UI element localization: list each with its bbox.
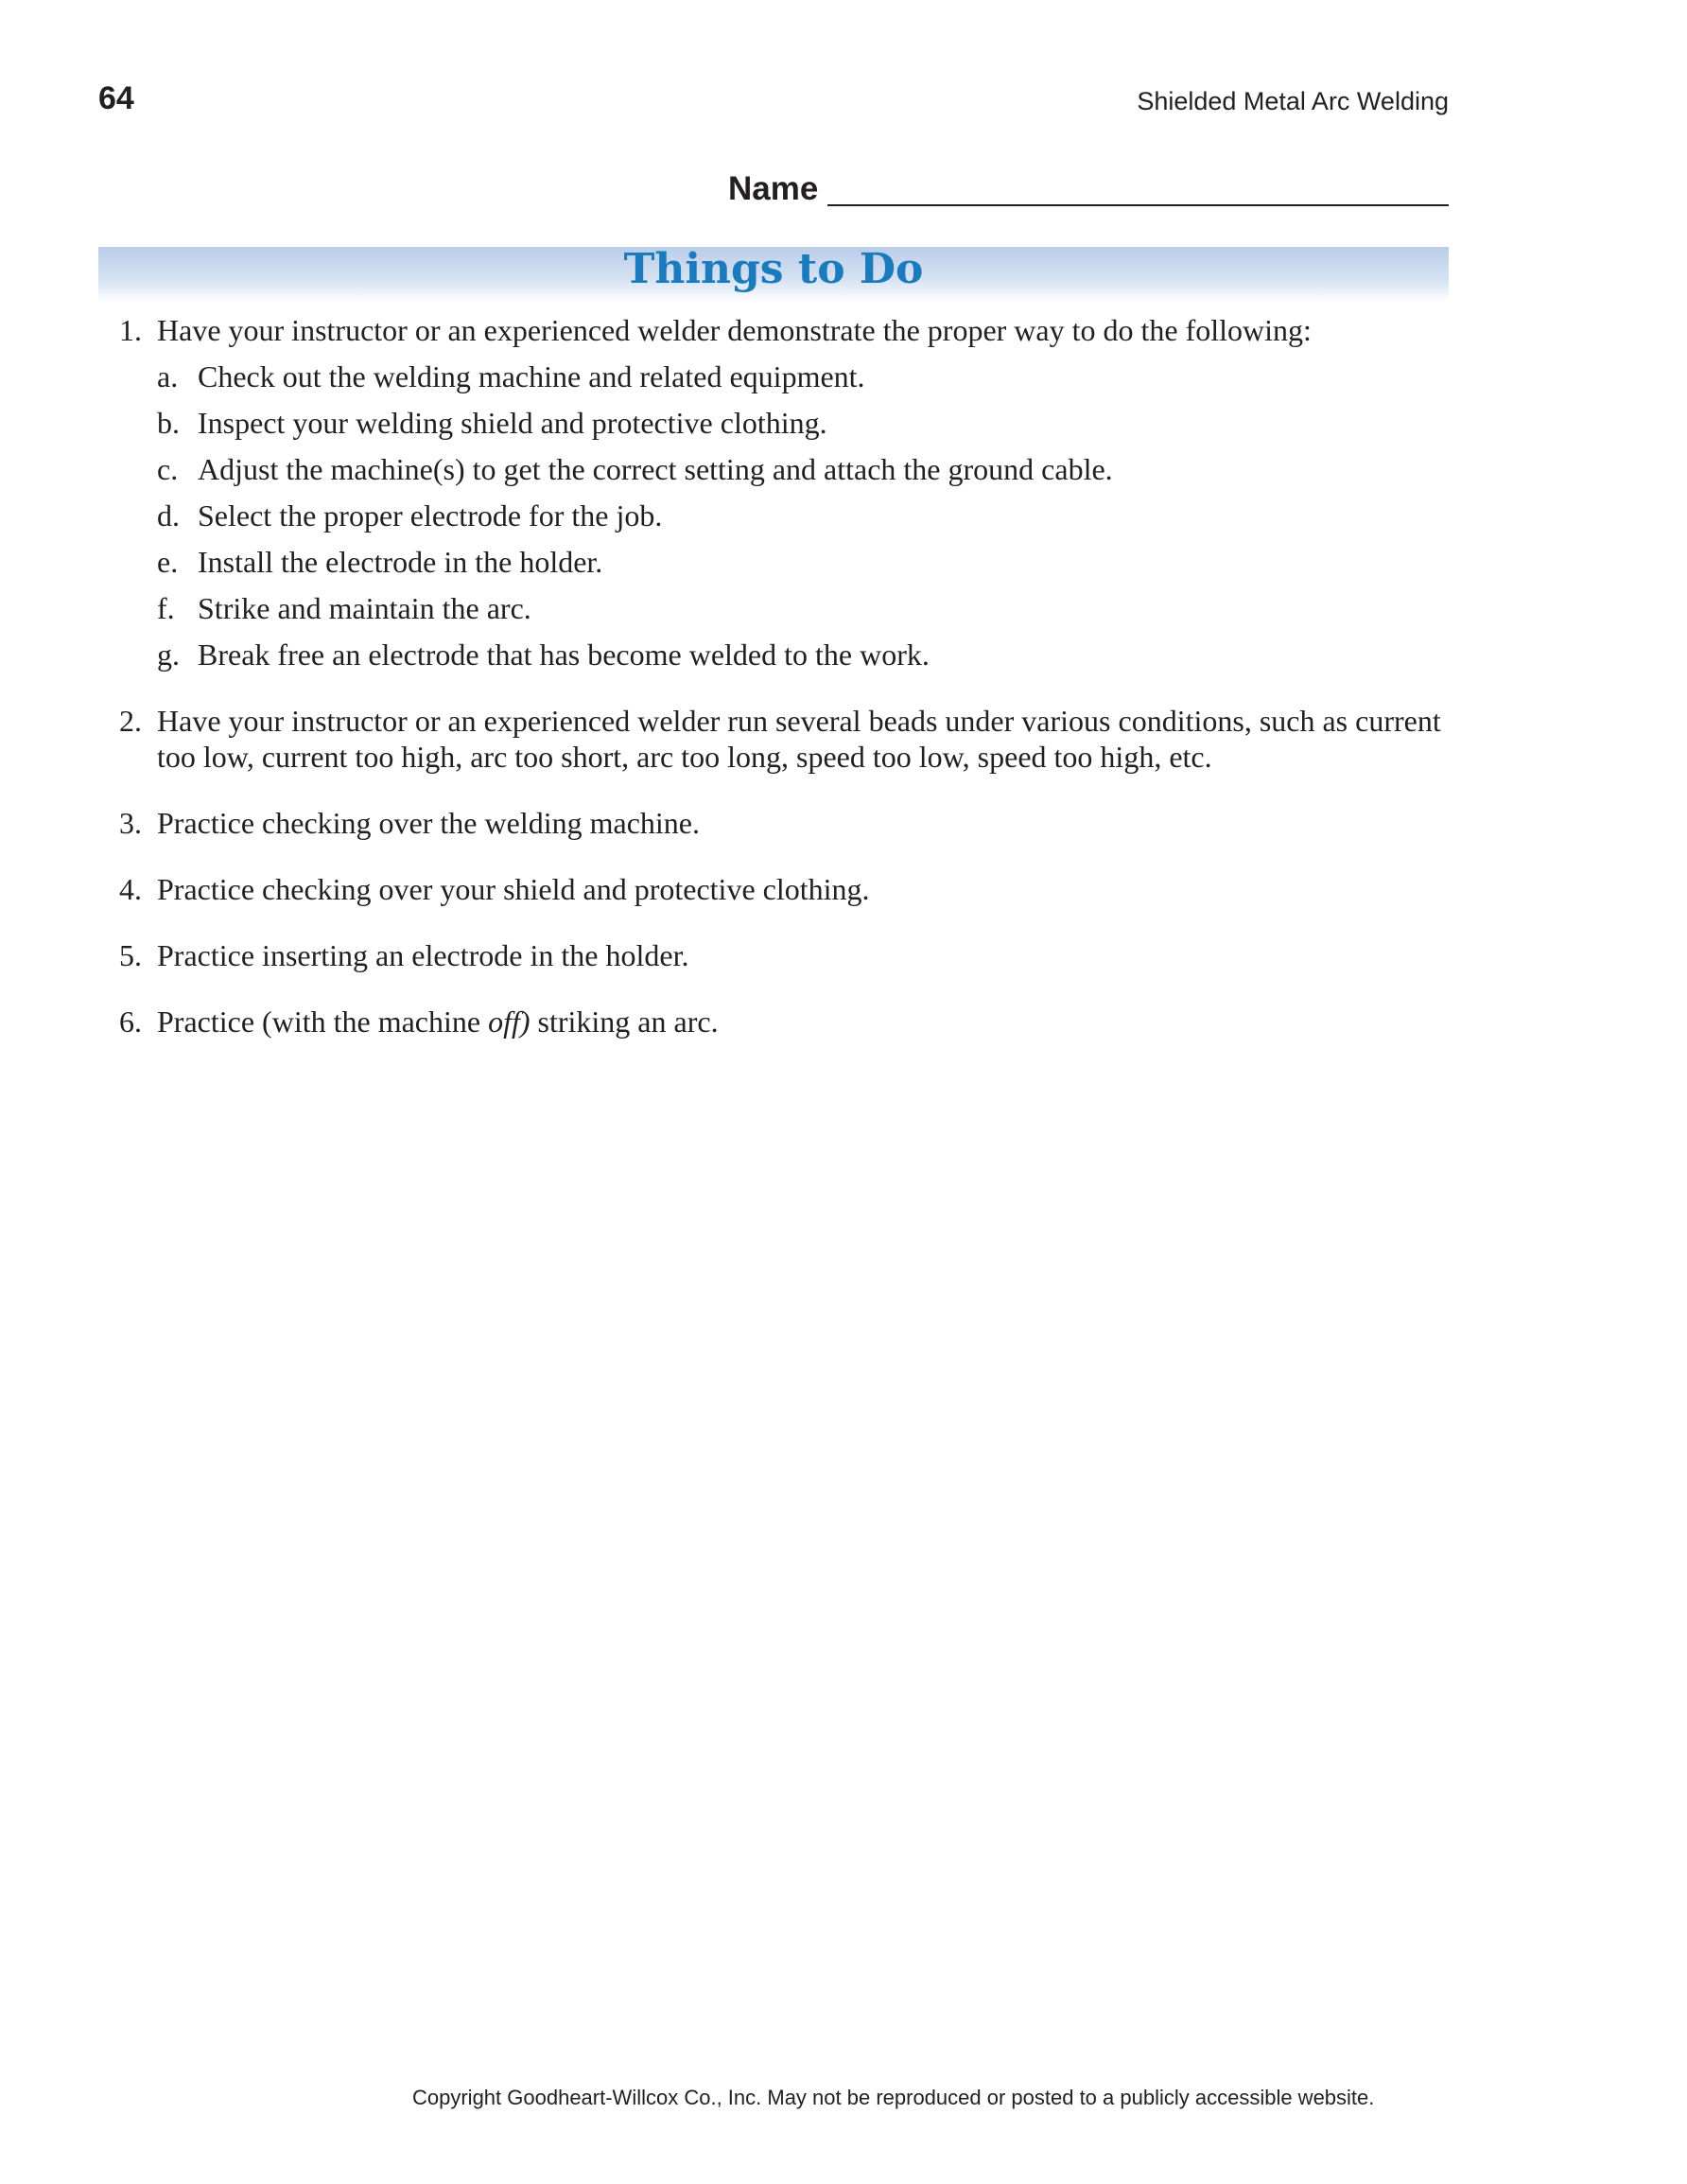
list-item [98, 937, 1460, 973]
item-text-before: Practice (with the machine [157, 1005, 489, 1039]
name-field[interactable] [728, 166, 1449, 208]
sub-item-letter: g. [157, 638, 180, 672]
name-blank-line[interactable] [827, 170, 1449, 206]
sub-list-item [157, 544, 1460, 580]
task-list [98, 312, 1460, 1040]
list-item [98, 703, 1460, 775]
sub-item-text: Strike and maintain the arc. [198, 591, 531, 625]
sub-list-item [157, 451, 1460, 487]
running-head: Shielded Metal Arc Welding [1137, 87, 1449, 115]
sub-list-item [157, 498, 1460, 533]
item-text-after: striking an arc. [530, 1005, 719, 1039]
item-text: Have your instructor or an experienced welder run several beads under various conditions, such as current too low, current too high, arc too short, arc too long, speed too low, speed too high, etc. [157, 704, 1441, 774]
list-item [98, 312, 1460, 673]
sub-list-item [157, 637, 1460, 673]
item-number: 4. [119, 872, 142, 906]
sub-item-letter: b. [157, 406, 180, 440]
list-item [98, 805, 1460, 841]
sub-item-text: Select the proper electrode for the job. [198, 498, 663, 533]
sub-item-letter: a. [157, 359, 179, 393]
item-text-italic: off) [488, 1005, 530, 1039]
item-number: 3. [119, 806, 142, 840]
sub-item-text: Adjust the machine(s) to get the correct setting and attach the ground cable. [198, 452, 1113, 486]
list-item [98, 1004, 1460, 1040]
sub-list-item [157, 590, 1460, 626]
sub-list-item [157, 358, 1460, 394]
sub-list-item [157, 405, 1460, 441]
section-title: Things to Do [623, 245, 924, 293]
item-text: Practice inserting an electrode in the holder. [157, 938, 689, 972]
sub-item-text: Inspect your welding shield and protective clothing. [198, 406, 827, 440]
item-number: 2. [119, 704, 142, 738]
sub-item-letter: e. [157, 545, 179, 579]
item-number: 5. [119, 938, 142, 972]
sub-item-text: Check out the welding machine and related equipment. [198, 359, 865, 393]
name-label: Name [728, 170, 819, 207]
sub-item-letter: d. [157, 498, 180, 533]
item-number: 1. [119, 313, 142, 347]
item-text: Practice checking over your shield and protective clothing. [157, 872, 870, 906]
page-number: 64 [98, 80, 134, 116]
item-text: Practice checking over the welding machine. [157, 806, 700, 840]
sub-item-letter: f. [157, 591, 175, 625]
sub-item-text: Install the electrode in the holder. [198, 545, 603, 579]
list-item [98, 871, 1460, 907]
sub-item-letter: c. [157, 452, 179, 486]
copyright-footer: Copyright Goodheart-Willcox Co., Inc. May not be reproduced or posted to a publicly accessible website. [412, 2086, 1375, 2109]
item-text: Have your instructor or an experienced welder demonstrate the proper way to do the following: [157, 313, 1312, 347]
item-number: 6. [119, 1005, 142, 1039]
sub-item-text: Break free an electrode that has become welded to the work. [198, 638, 930, 672]
sub-list [157, 358, 1460, 673]
